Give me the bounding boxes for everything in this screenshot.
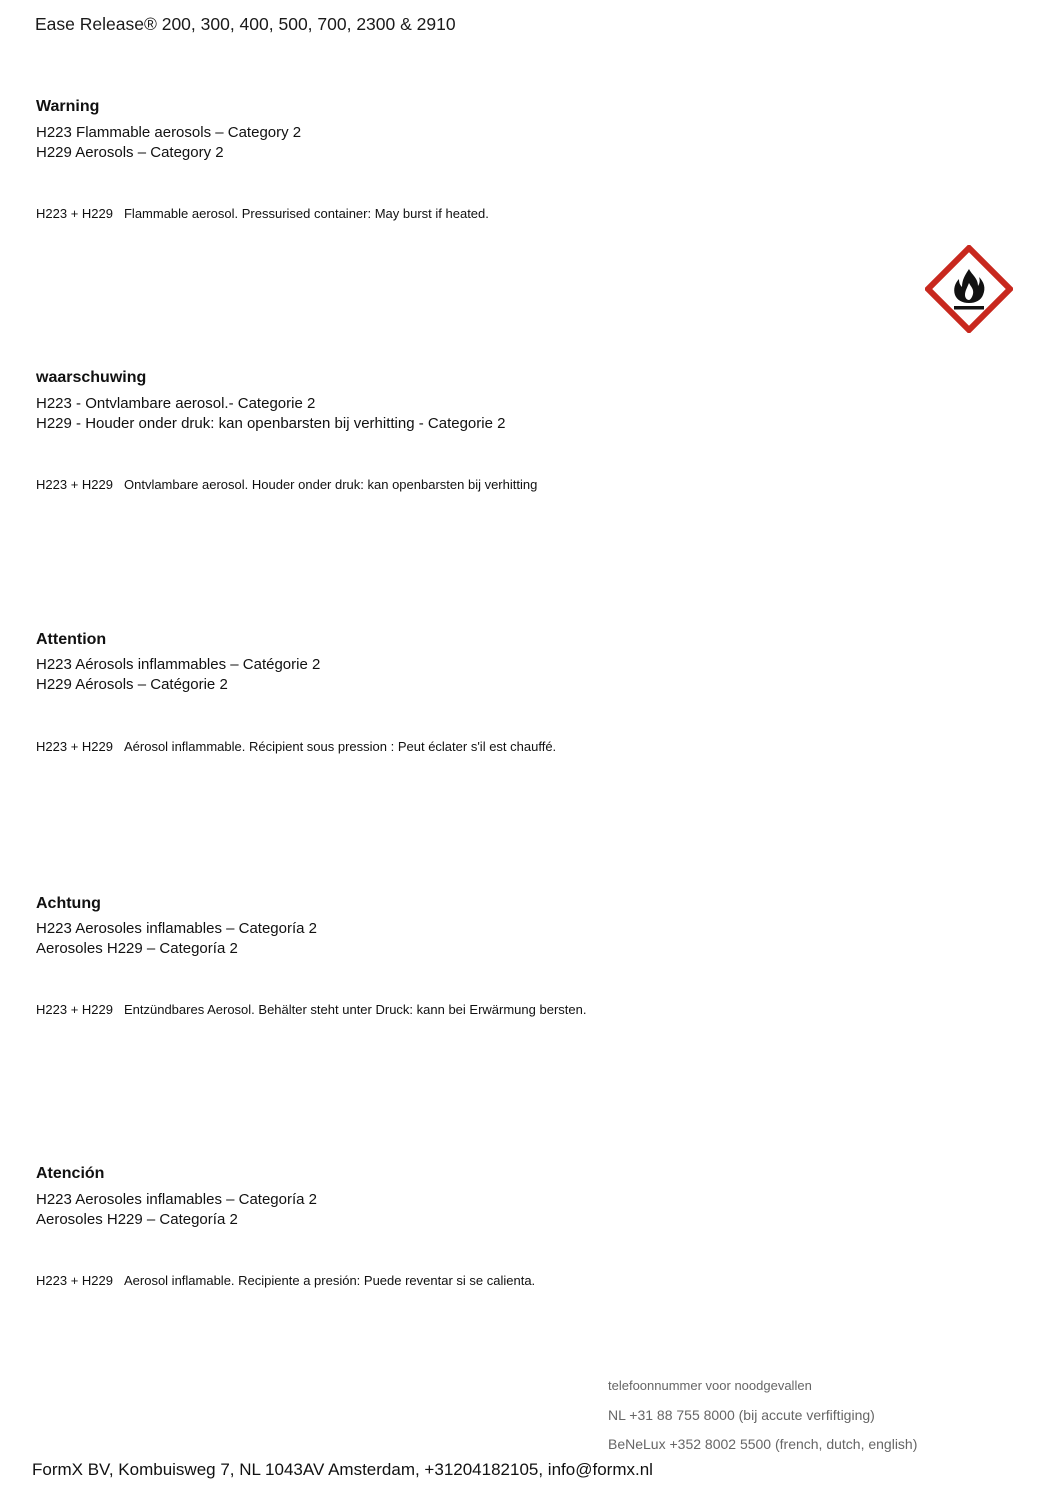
hazard-statement-text: Ontvlambare aerosol. Houder onder druk: kan openbarsten bij verhitting [123, 477, 538, 492]
ghs02-flame-icon [925, 245, 1013, 333]
hazard-statement-code: H223 + H229 [36, 739, 113, 754]
signal-word: Warning [36, 98, 100, 115]
hazard-statement [36, 739, 556, 754]
hazard-line: H223 - Ontvlambare aerosol.- Categorie 2 [36, 395, 316, 412]
hazard-statement [36, 1002, 586, 1017]
hazard-statement [36, 477, 537, 492]
hazard-line: H229 - Houder onder druk: kan openbarsten bij verhitting - Categorie 2 [36, 415, 506, 432]
signal-word: Atención [36, 1165, 105, 1182]
hazard-statement-code: H223 + H229 [36, 1002, 113, 1017]
hazard-line: H223 Aerosoles inflamables – Categoría 2 [36, 1191, 318, 1208]
hazard-line: H223 Flammable aerosols – Category 2 [36, 124, 302, 141]
hazard-line: H229 Aerosols – Category 2 [36, 144, 224, 161]
hazard-line: H229 Aérosols – Catégorie 2 [36, 676, 228, 693]
hazard-line: H223 Aérosols inflammables – Catégorie 2 [36, 656, 321, 673]
hazard-statement-text: Flammable aerosol. Pressurised container: May burst if heated. [123, 206, 489, 221]
signal-word: waarschuwing [36, 369, 147, 386]
signal-word: Achtung [36, 895, 101, 912]
hazard-line: H223 Aerosoles inflamables – Categoría 2 [36, 920, 318, 937]
hazard-line: Aerosoles H229 – Categoría 2 [36, 1211, 238, 1228]
hazard-statement [36, 206, 489, 221]
emergency-phone-benelux: BeNeLux +352 8002 5500 (french, dutch, english) [608, 1436, 918, 1452]
document-title: Ease Release® 200, 300, 400, 500, 700, 2300 & 2910 [35, 14, 456, 34]
hazard-statement-code: H223 + H229 [36, 477, 113, 492]
hazard-statement-code: H223 + H229 [36, 206, 113, 221]
hazard-statement-text: Aerosol inflamable. Recipiente a presión: Puede reventar si se calienta. [123, 1273, 536, 1288]
hazard-statement-code: H223 + H229 [36, 1273, 113, 1288]
emergency-heading: telefoonnummer voor noodgevallen [608, 1378, 812, 1393]
footer-company-address: FormX BV, Kombuisweg 7, NL 1043AV Amsterdam, +31204182105, info@formx.nl [32, 1460, 653, 1479]
hazard-statement-text: Aérosol inflammable. Récipient sous pression : Peut éclater s'il est chauffé. [123, 739, 557, 754]
signal-word: Attention [36, 631, 107, 648]
hazard-statement [36, 1273, 535, 1288]
emergency-phone-nl: NL +31 88 755 8000 (bij accute verfiftiging) [608, 1407, 875, 1423]
hazard-statement-text: Entzündbares Aerosol. Behälter steht unter Druck: kann bei Erwärmung bersten. [123, 1002, 587, 1017]
hazard-line: Aerosoles H229 – Categoría 2 [36, 940, 238, 957]
